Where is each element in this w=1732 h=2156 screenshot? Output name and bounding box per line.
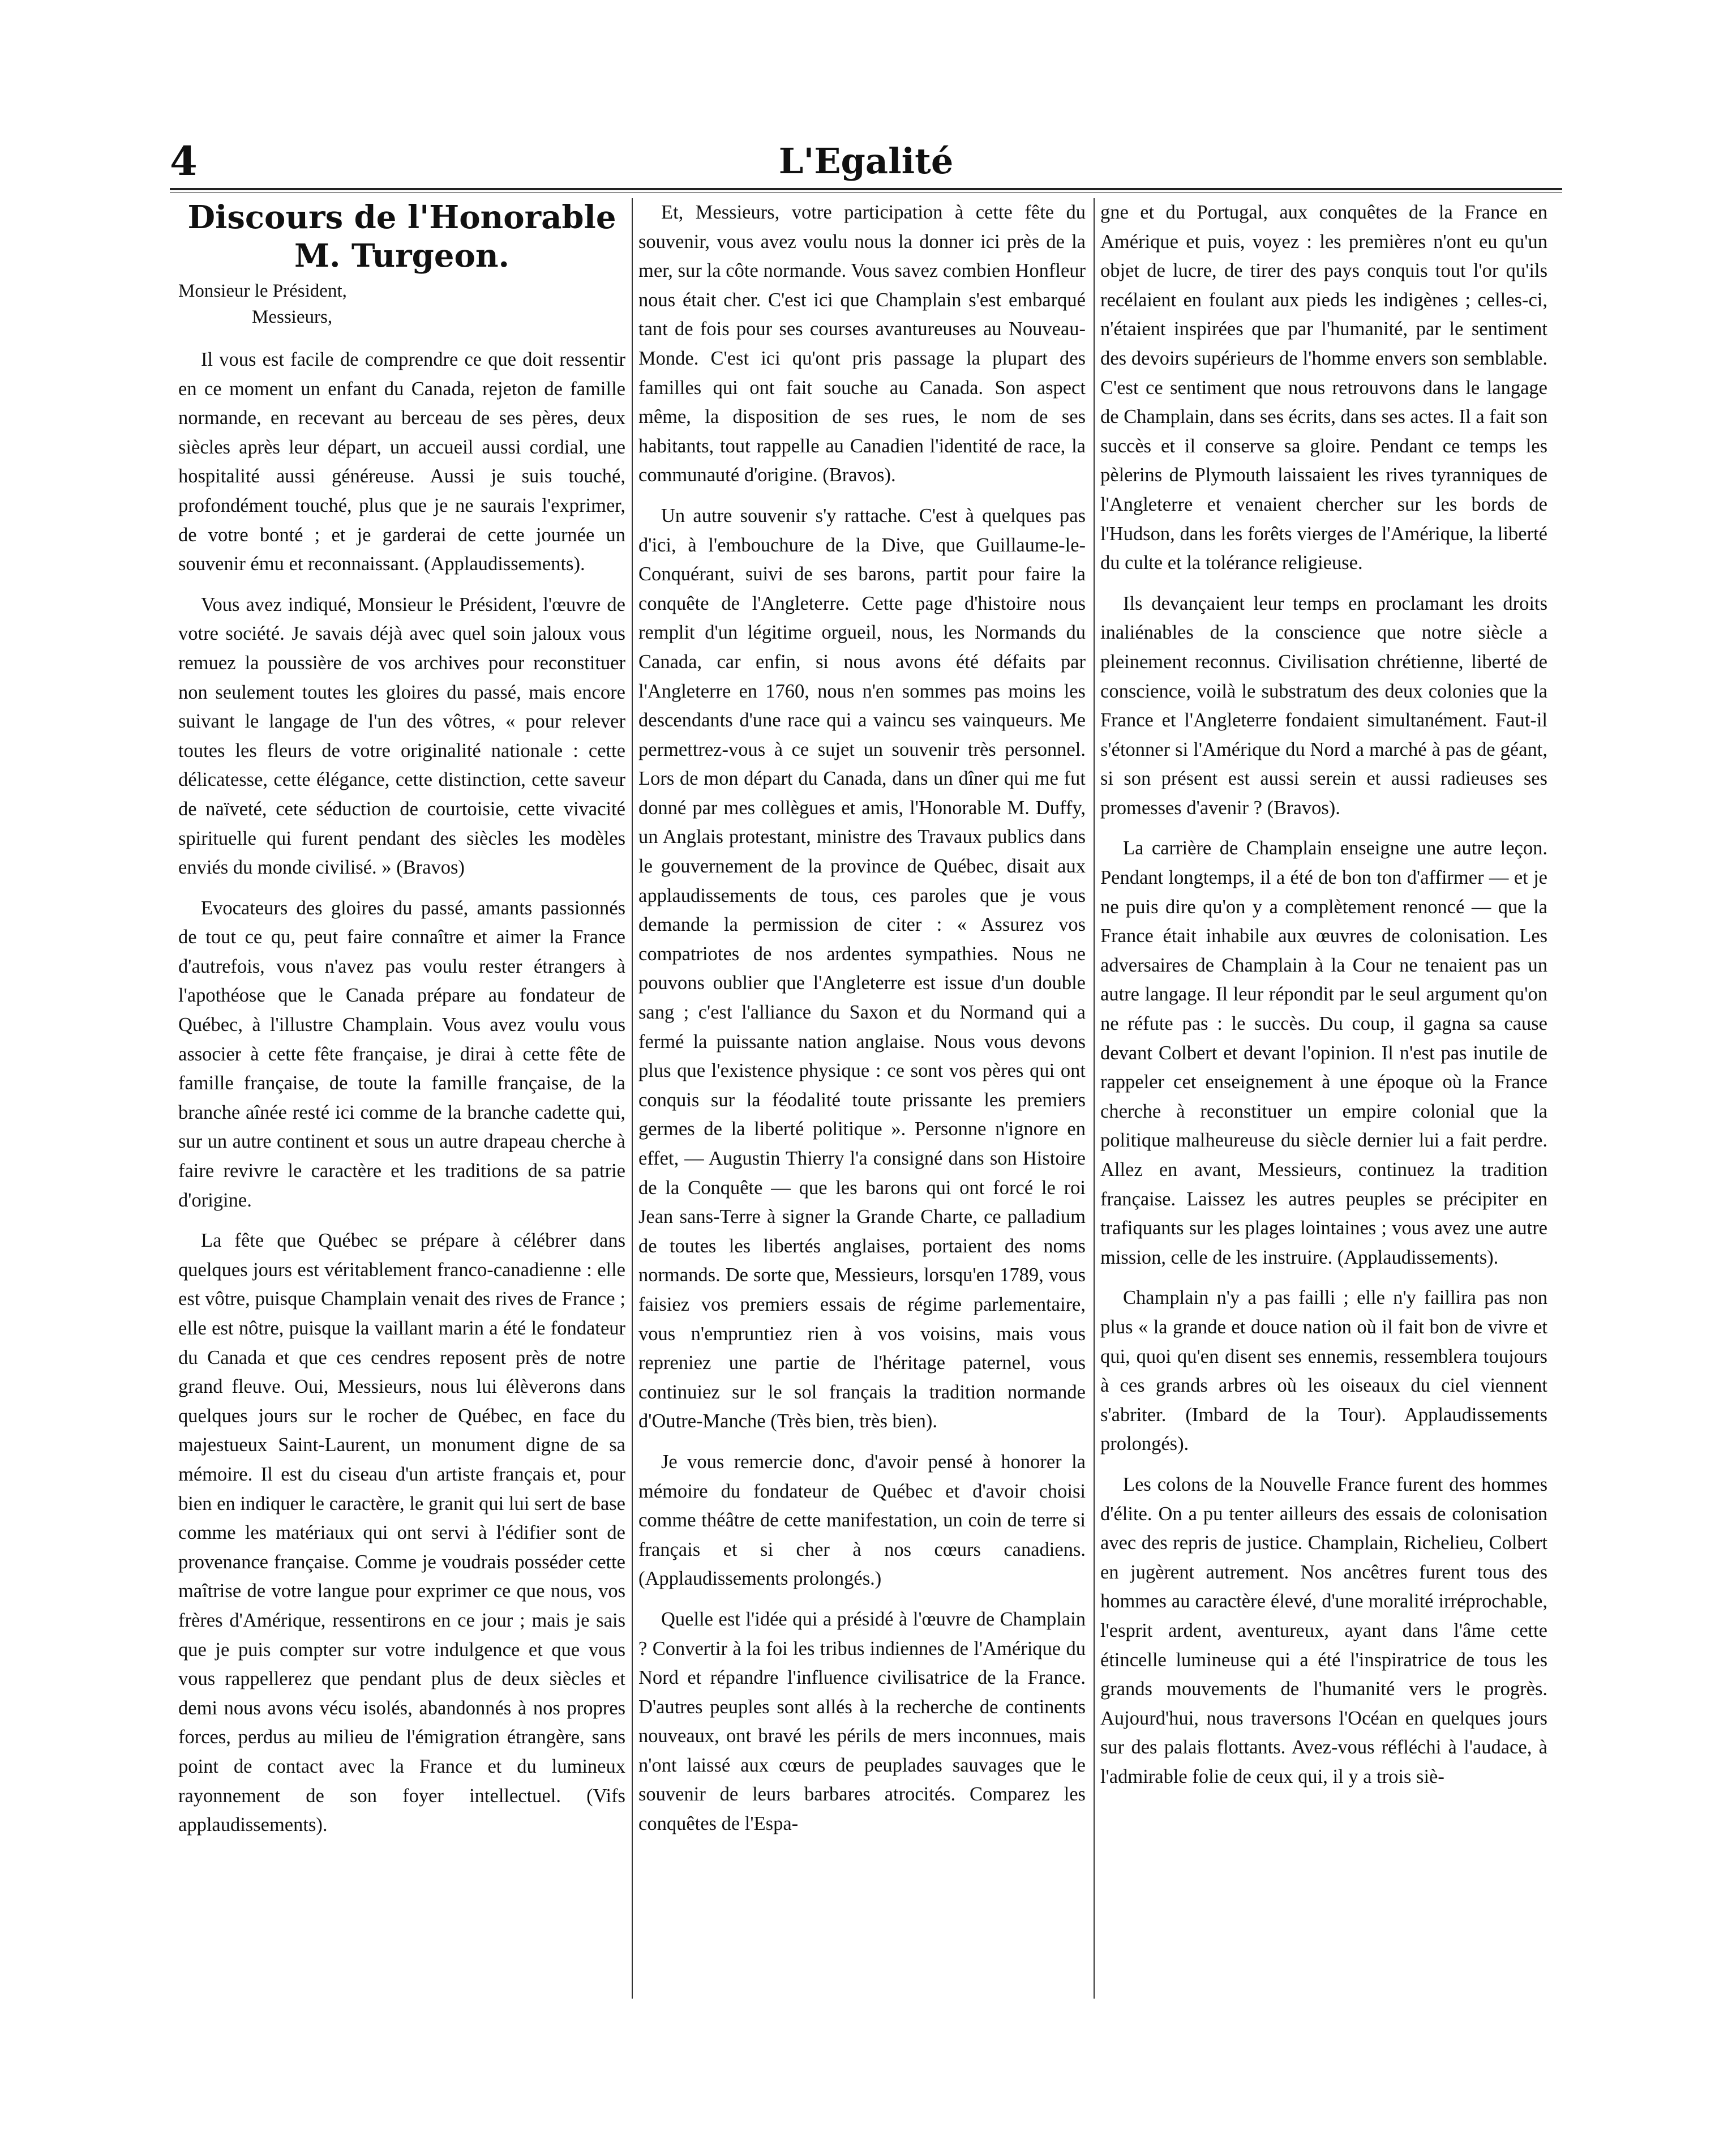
salutation-messieurs: Messieurs, — [252, 307, 333, 327]
article-column-2 — [638, 198, 1086, 1999]
article-column-3 — [1100, 198, 1547, 1999]
salutation-president: Monsieur le Président, — [178, 281, 347, 301]
paragraph: La fête que Québec se prépare à célébrer dans quelques jours est véritablement franco-canadienne : elle est vôtre, puisque Champlain venait des rives de France ; elle est nôtre, puisque la vaillant marin a été le fondateur du Canada et que ces cendres reposent près de notre grand fleuve. Oui, Messieurs, nous lui élèverons dans quelques jours sur le rocher de Québec, en face du majestueux Saint-Laurent, un monument digne de sa mémoire. Il est du ciseau d'un artiste français et, pour bien en indiquer le caractère, le granit qui lui sert de base comme les matériaux qui ont servi à l'édifier sont de provenance française. Comme je voudrais posséder cette maîtrise de votre langue pour exprimer ce que nous, vos frères d'Amérique, ressentirons en ce jour ; mais je sais que je puis compter sur votre indulgence et que vous vous rappellerez que pendant plus de deux siècles et demi nous avons vécu isolés, abandonnés à nos propres forces, perdus au milieu de l'émigration étrangère, sans point de contact avec la France et du lumineux rayonnement de son foyer intellectuel. (Vifs applaudissements). — [178, 1230, 625, 1836]
paragraph: Ils devançaient leur temps en proclamant les droits inaliénables de la conscience que notre siècle a pleinement reconnus. Civilisation chrétienne, liberté de conscience, voilà le substratum des deux colonies que la France et l'Angleterre fondaient simultanément. Faut-il s'étonner si l'Amérique du Nord a marché à pas de géant, si son présent est aussi serein et aussi radieuses ses promesses d'avenir ? (Bravos). — [1100, 592, 1547, 819]
article-headline: Discours de l'Honorable M. Turgeon. — [187, 199, 616, 275]
paragraph: Je vous remercie donc, d'avoir pensé à honorer la mémoire du fondateur de Québec et d'avoir choisi comme théâtre de cette manifestation, un coin de terre si français et si cher à nos cœurs canadiens. (Applaudissements prolongés.) — [638, 1451, 1086, 1590]
paragraph: La carrière de Champlain enseigne une autre leçon. Pendant longtemps, il a été de bon ton d'affirmer — et je ne puis dire qu'on y a complètement renoncé — que la France était inhabile aux œuvres de colonisation. Les adversaires de Champlain à la Cour ne tenaient pas un autre langage. Il leur répondit par le seul argument qu'on ne réfute pas : le succès. Du coup, il gagna sa cause devant Colbert et devant l'opinion. Il n'est pas inutile de rappeler cet enseignement à une époque où la France cherche à reconstituer un empire colonial que la politique malheureuse du siècle dernier lui a fait perdre. Allez en avant, Messieurs, continuez la tradition française. Laissez les autres peuples se précipiter en trafiquants sur les plages lointaines ; vous avez une autre mission, celle de les instruire. (Applaudissements). — [1100, 837, 1547, 1268]
newspaper-title: L'Egalité — [778, 140, 954, 182]
paragraph: gne et du Portugal, aux conquêtes de la France en Amérique et puis, voyez : les premières n'ont eu qu'un objet de lucre, de tirer des pays conquis tout l'or qu'ils recélaient en foulant aux pieds les indigènes ; celles-ci, n'étaient inspirées que par l'humanité, par le sentiment des devoirs supérieurs de l'homme envers son semblable. C'est ce sentiment que nous retrouvons dans le langage de Champlain, dans ses écrits, dans ses actes. Il a fait son succès et il conserve sa gloire. Pendant ce temps les pèlerins de Plymouth laissaient les rives tyranniques de l'Angleterre et venaient chercher sur les bords de l'Hudson, dans les forêts vierges de l'Amérique, la liberté du culte et la tolérance religieuse. — [1100, 202, 1547, 574]
page-number: 4 — [170, 138, 198, 185]
paragraph: Quelle est l'idée qui a présidé à l'œuvre de Champlain ? Convertir à la foi les tribus indiennes de l'Amérique du Nord et répandre l'influence civilisatrice de la France. D'autres peuples sont allés à la recherche de continents nouveaux, ont bravé les périls de mers inconnues, mais n'ont laissé aux cœurs de peuplades sauvages que le souvenir de leurs barbares atrocités. Comparez les conquêtes de l'Espa- — [638, 1608, 1086, 1835]
paragraph: Champlain n'y a pas failli ; elle n'y faillira pas non plus « la grande et douce nation où il fait bon de vivre et qui, quoi qu'en disent ses ennemis, ressemblera toujours à ces grands arbres où les oiseaux du ciel viennent s'abriter. (Imbard de la Tour). Applaudissements prolongés). — [1100, 1287, 1547, 1455]
article-column-1 — [178, 198, 625, 1999]
masthead-rule — [170, 188, 1562, 193]
paragraph: Un autre souvenir s'y rattache. C'est à quelques pas d'ici, à l'embouchure de la Dive, que Guillaume-le-Conquérant, suivi de ses barons, partit pour faire la conquête de l'Angleterre. Cette page d'histoire nous remplit d'un légitime orgueil, nous, les Normands du Canada, car enfin, si nous avons été défaits par l'Angleterre en 1760, nous n'en sommes pas moins les descendants d'une race qui a vaincu ses vainqueurs. Me permettrez-vous à ce sujet un souvenir très personnel. Lors de mon départ du Canada, dans un dîner qui me fut donné par mes collègues et amis, l'Honorable M. Duffy, un Anglais protestant, ministre des Travaux publics dans le gouvernement de la province de Québec, disait aux applaudissements de tous, ces paroles que je vous demande la permission de citer : « Assurez vos compatriotes de nos ardentes sympathies. Nous ne pouvons oublier que l'Angleterre est issue d'un double sang ; c'est l'alliance du Saxon et du Normand qui a fermé la puissante nation anglaise. Nous vous devons plus que l'existence physique : ce sont vos pères qui ont conquis sur la féodalité toute prissante les premiers germes de la liberté politique ». Personne n'ignore en effet, — Augustin Thierry l'a consigné dans son Histoire de la Conquête — que les barons qui ont forcé le roi Jean sans-Terre à signer la Grande Charte, ce palladium de toutes les libertés anglaises, portaient des noms normands. De sorte que, Messieurs, lorsqu'en 1789, vous faisiez vos premiers essais de régime parlementaire, vous n'empruntiez rien à vos voisins, mais vous repreniez une partie de l'héritage paternel, vous continuiez sur le sol français la tradition normande d'Outre-Manche (Très bien, très bien). — [638, 504, 1086, 1432]
masthead — [170, 136, 1562, 187]
paragraph: Et, Messieurs, votre participation à cette fête du souvenir, vous avez voulu nous la donner ici près de la mer, sur la côte normande. Vous savez combien Honfleur nous était cher. C'est ici que Champlain s'est embarqué tant de fois pour ses courses avantureuses au Nouveau-Monde. C'est ici qu'ont pris passage la plupart des familles qui ont fait souche au Canada. Son aspect même, la disposition de ses rues, le nom de ses habitants, tout rappelle au Canadien l'identité de race, la communauté d'origine. (Bravos). — [638, 202, 1086, 486]
paragraph: Il vous est facile de comprendre ce que doit ressentir en ce moment un enfant du Canada, rejeton de famille normande, en recevant au berceau de ses pères, deux siècles après leur départ, un accueil aussi cordial, une hospitalité aussi généreuse. Aussi je suis touché, profondément touché, plus que je ne saurais l'exprimer, de votre bonté ; et je garderai de cette journée un souvenir ému et reconnaissant. (Applaudissements). — [178, 349, 625, 575]
paragraph: Vous avez indiqué, Monsieur le Président, l'œuvre de votre société. Je savais déjà avec quel soin jaloux vous remuez la poussière de vos archives pour reconstituer non seulement toutes les gloires du passé, mais encore suivant le langage de l'un des vôtres, « pour relever toutes les fleurs de votre originalité nationale : cette délicatesse, cette élégance, cette distinction, cette saveur de naïveté, cete séduction de courtoisie, cette vivacité spirituelle qui furent pendant des siècles les modèles enviés du monde civilisé. » (Bravos) — [178, 593, 625, 879]
paragraph: Les colons de la Nouvelle France furent des hommes d'élite. On a pu tenter ailleurs des essais de colonisation avec des repris de justice. Champlain, Richelieu, Colbert en jugèrent autrement. Nos ancêtres furent tous des hommes au caractère élevé, d'une moralité irréprochable, l'esprit ardent, aventureux, ayant dans l'âme cette étincelle lumineuse qui a été l'inspiratrice de tous les grands mouvements de l'humanité vers le progrès. Aujourd'hui, nous traversons l'Océan en quelques jours sur des palais flottants. Avez-vous réfléchi à l'audace, à l'admirable folie de ceux qui, il y a trois siè- — [1100, 1473, 1547, 1787]
column-divider — [632, 198, 633, 1999]
column-divider — [1094, 198, 1095, 1999]
paragraph: Evocateurs des gloires du passé, amants passionnés de tout ce qu, peut faire connaître et aimer la France d'autrefois, vous n'avez pas voulu rester étrangers à l'apothéose que le Canada prépare au fondateur de Québec, à l'illustre Champlain. Vous avez voulu vous associer à cette fête française, je dirai à cette fête de famille française, de toute la famille française, de la branche aînée resté ici comme de la branche cadette qui, sur un autre continent et sous un autre drapeau cherche à faire revivre le caractère et les traditions de sa patrie d'origine. — [178, 897, 625, 1211]
